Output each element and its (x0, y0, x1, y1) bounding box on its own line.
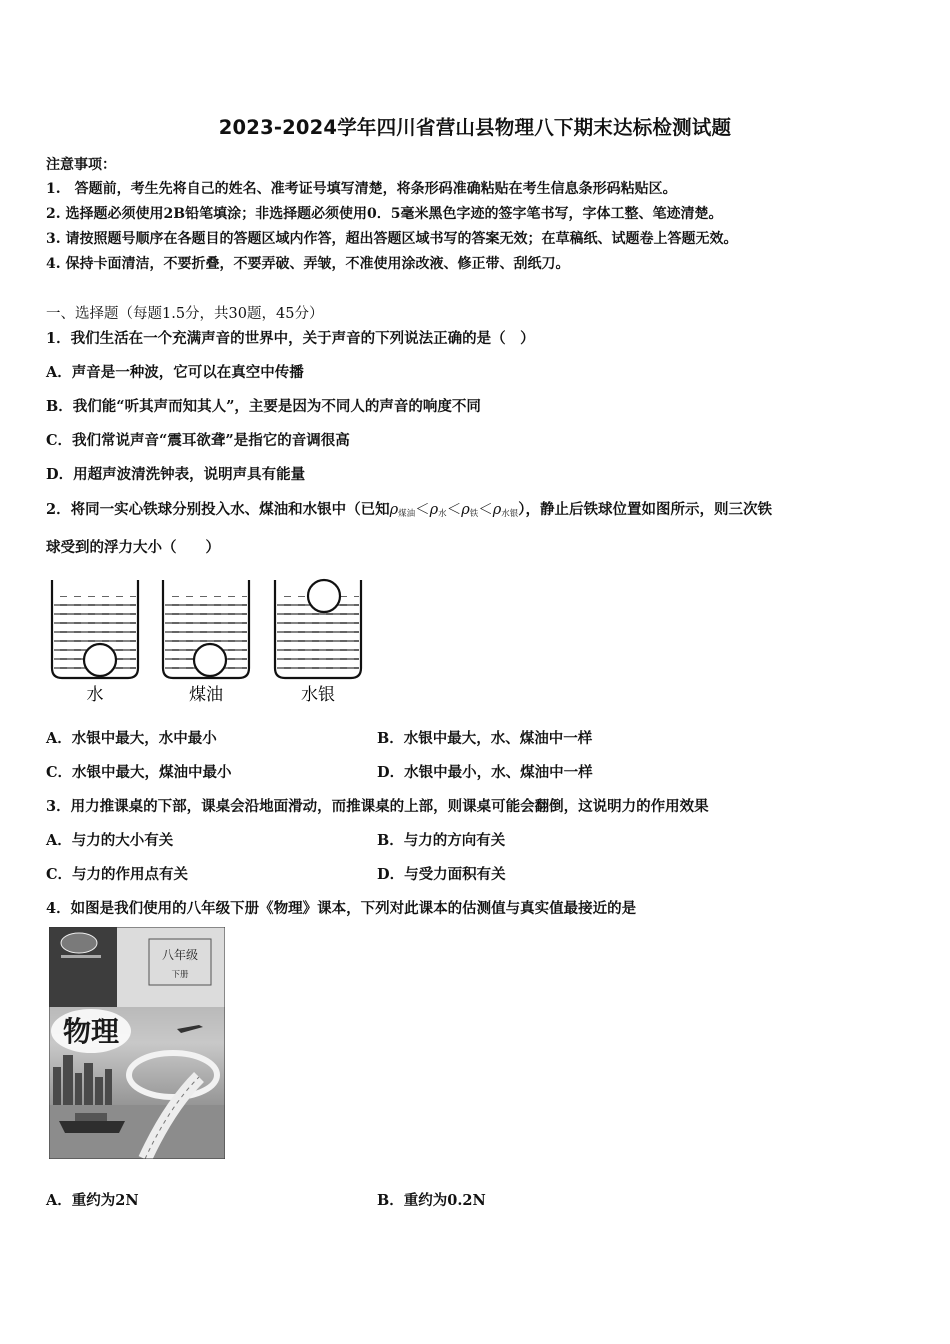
q4-stem: 4．如图是我们使用的八年级下册《物理》课本，下列对此课本的估测值与真实值最接近的是 (46, 900, 637, 917)
beaker-kerosene (163, 580, 249, 678)
notice-item-2: 2. 选择题必须使用2B铅笔填涂；非选择题必须使用0．5毫米黑色字迹的签字笔书写，字体工整、笔迹清楚。 (46, 206, 723, 222)
iron-ball (308, 580, 340, 612)
textbook-cover (49, 927, 225, 1159)
rho-symbol: ρ (429, 502, 439, 518)
notice-item-4: 4. 保持卡面清洁，不要折叠，不要弄破、弄皱，不准使用涂改液、修正带、刮纸刀。 (46, 256, 570, 272)
label-mercury: 水银 (301, 685, 335, 705)
q2-stem-line2: 球受到的浮力大小（ ） (46, 539, 220, 556)
less-than: ＜ (415, 502, 430, 518)
q4-option-a: A．重约为2N (46, 1192, 139, 1209)
page-title: 2023-2024学年四川省营山县物理八下期末达标检测试题 (218, 116, 732, 139)
less-than: ＜ (478, 502, 493, 518)
less-than: ＜ (446, 502, 462, 518)
q1-option-b: B．我们能“听其声而知其人”，主要是因为不同人的声音的响度不同 (46, 398, 481, 415)
iron-ball (194, 644, 226, 676)
ship-icon (59, 1121, 125, 1133)
sub-kerosene: 煤油 (398, 509, 416, 519)
q2-stem-before: 2．将同一实心铁球分别投入水、煤油和水银中（已知 (46, 501, 390, 518)
book-subject: 物理 (62, 1015, 120, 1048)
q3-option-c: C．与力的作用点有关 (46, 866, 189, 883)
notice-item-3: 3. 请按照题号顺序在各题目的答题区域内作答，超出答题区域书写的答案无效；在草稿纸、试题卷上答题无效。 (46, 231, 738, 247)
sub-water: 水 (438, 509, 447, 519)
q3-option-d: D．与受力面积有关 (377, 866, 506, 883)
q1-option-a: A．声音是一种波，它可以在真空中传播 (46, 364, 304, 381)
q2-option-c: C．水银中最大，煤油中最小 (46, 764, 232, 781)
label-kerosene: 煤油 (189, 685, 223, 705)
label-water: 水 (86, 685, 104, 705)
iron-ball (84, 644, 116, 676)
beaker-water (52, 580, 138, 678)
q1-option-c: C．我们常说声音“震耳欲聋”是指它的音调很高 (46, 432, 350, 449)
q3-stem: 3．用力推课桌的下部，课桌会沿地面滑动，而推课桌的上部，则课桌可能会翻倒，这说明力的作用效果 (46, 798, 709, 815)
notice-heading: 注意事项： (46, 157, 116, 173)
q3-option-b: B．与力的方向有关 (377, 832, 506, 849)
rho-symbol: ρ (461, 502, 470, 518)
q2-stem (46, 498, 772, 519)
rho-symbol: ρ (389, 502, 399, 518)
book-volume: 下册 (171, 970, 189, 980)
q1-option-d: D．用超声波清洗钟表，说明声具有能量 (46, 466, 306, 483)
publisher-logo-icon (61, 933, 97, 953)
book-grade: 八年级 (161, 948, 199, 962)
sub-iron: 铁 (469, 509, 479, 519)
q2-option-a: A．水银中最大，水中最小 (46, 730, 217, 747)
q3-option-a: A．与力的大小有关 (46, 832, 174, 849)
notice-item-1: 1. 答题前，考生先将自己的姓名、准考证号填写清楚，将条形码准确粘贴在考生信息条形码粘贴区。 (46, 181, 677, 197)
q4-option-b: B．重约为0.2N (377, 1192, 486, 1209)
q1-stem: 1．我们生活在一个充满声音的世界中，关于声音的下列说法正确的是（ ） (46, 330, 535, 347)
sub-mercury: 水银 (501, 509, 519, 519)
beaker-mercury (275, 580, 361, 678)
rho-symbol: ρ (492, 502, 502, 518)
q2-option-b: B．水银中最大，水、煤油中一样 (377, 730, 593, 747)
beakers-figure (44, 574, 374, 706)
q2-stem-after: ），静止后铁球位置如图所示，则三次铁 (518, 501, 773, 518)
section-heading: 一、选择题（每题1.5分，共30题，45分） (46, 306, 324, 322)
q2-option-d: D．水银中最小，水、煤油中一样 (377, 764, 593, 781)
